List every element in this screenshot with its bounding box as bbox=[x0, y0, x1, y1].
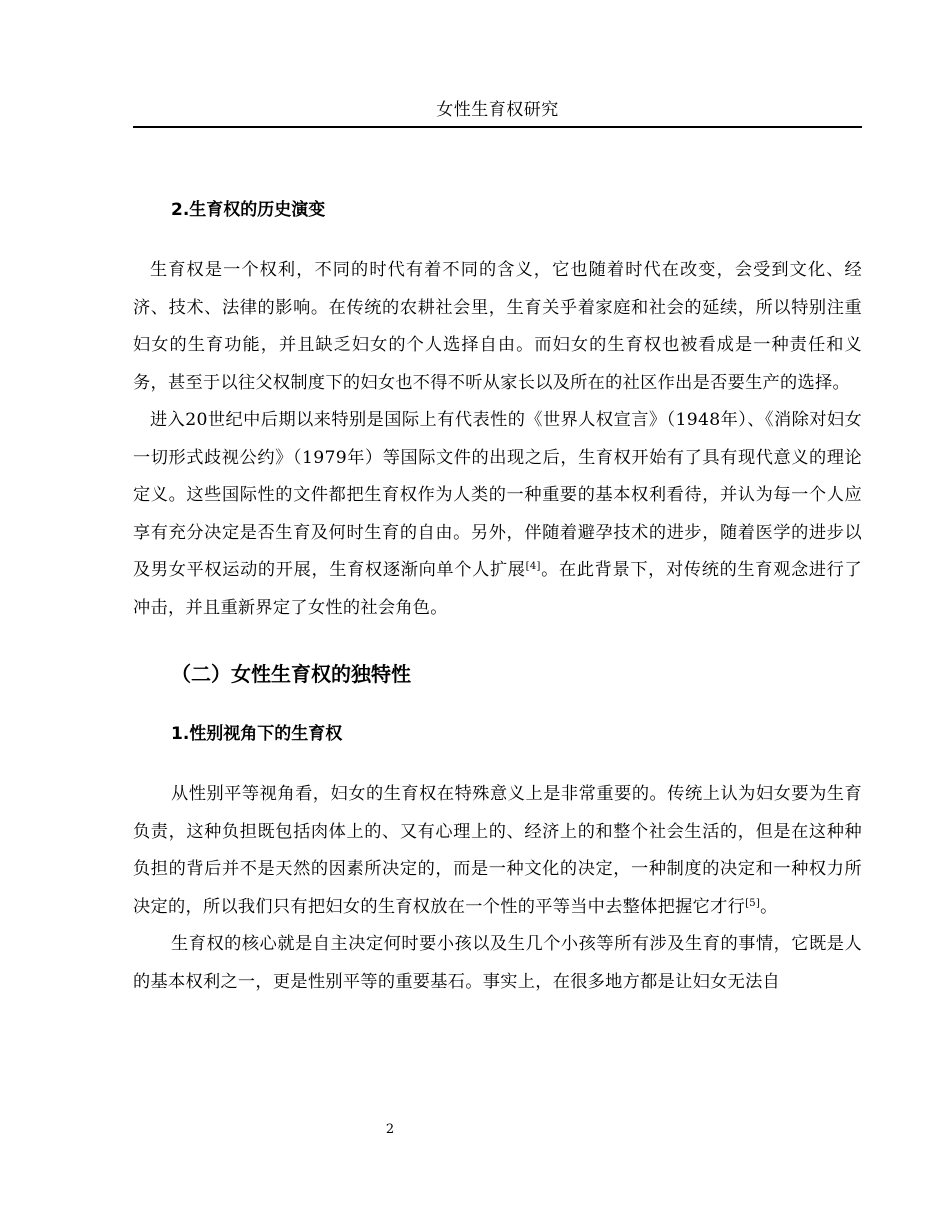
page-body bbox=[133, 198, 862, 1001]
paragraph-gender-2: 生育权的核心就是自主决定何时要小孩以及生几个小孩等所有涉及生育的事情，它既是人的基本权利之一，更是性别平等的重要基石。事实上，在很多地方都是让妇女无法自 bbox=[133, 934, 862, 992]
citation-ref: [4] bbox=[525, 561, 541, 572]
paragraph-text: 。 bbox=[760, 896, 778, 917]
paragraph-history-2 bbox=[133, 402, 862, 627]
section-heading-history: 2.生育权的历史演变 bbox=[171, 200, 326, 220]
paragraph-history-1: 生育权是一个权利，不同的时代有着不同的含义，它也随着时代在改变，会受到文化、经济、技术、法律的影响。在传统的农耕社会里，生育关乎着家庭和社会的延续，所以特别注重妇女的生育功能，并且缺乏妇女的个人选择自由。而妇女的生育权也被看成是一种责任和义务，甚至于以往父权制度下的妇女也不得不听从家长以及所在的社区作出是否要生产的选择。 bbox=[133, 260, 862, 393]
paragraph-text: 。在此背景下，对传统的生育观念进行了冲击，并且重新界定了女性的社会角色。 bbox=[133, 560, 862, 618]
subsection-heading-gender: 1.性别视角下的生育权 bbox=[171, 724, 343, 744]
page-number: 2 bbox=[385, 1122, 395, 1137]
citation-ref: [5] bbox=[745, 897, 761, 909]
running-title: 女性生育权研究 bbox=[436, 100, 559, 120]
page-header bbox=[133, 96, 862, 128]
paragraph-text: 从性别平等视角看，妇女的生育权在特殊意义上是非常重要的。传统上认为妇女要为生育负责，这种负担既包括肉体上的、又有心理上的、经济上的和整个社会生活的，但是在这种种负担的背后并不是天然的因素所决定的，而是一种文化的决定，一种制度的决定和一种权力所决定的，所以我们只有把妇女的生育权放在一个性的平等当中去整体把握它才行 bbox=[133, 784, 862, 917]
paragraph-text: 进入20世纪中后期以来特别是国际上有代表性的《世界人权宣言》（1948年）、《消除对妇女一切形式歧视公约》（1979年）等国际文件的出现之后，生育权开始有了具有现代意义的理论定义。这些国际性的文件都把生育权作为人类的一种重要的基本权利看待，并认为每一个人应享有充分决定是否生育及何时生育的自由。另外，伴随着避孕技术的进步，随着医学的进步以及男女平权运动的开展，生育权逐渐向单个人扩展 bbox=[133, 410, 862, 580]
paragraph-gender-1 bbox=[133, 776, 862, 926]
section-heading-uniqueness: （二）女性生育权的独特性 bbox=[171, 662, 411, 686]
